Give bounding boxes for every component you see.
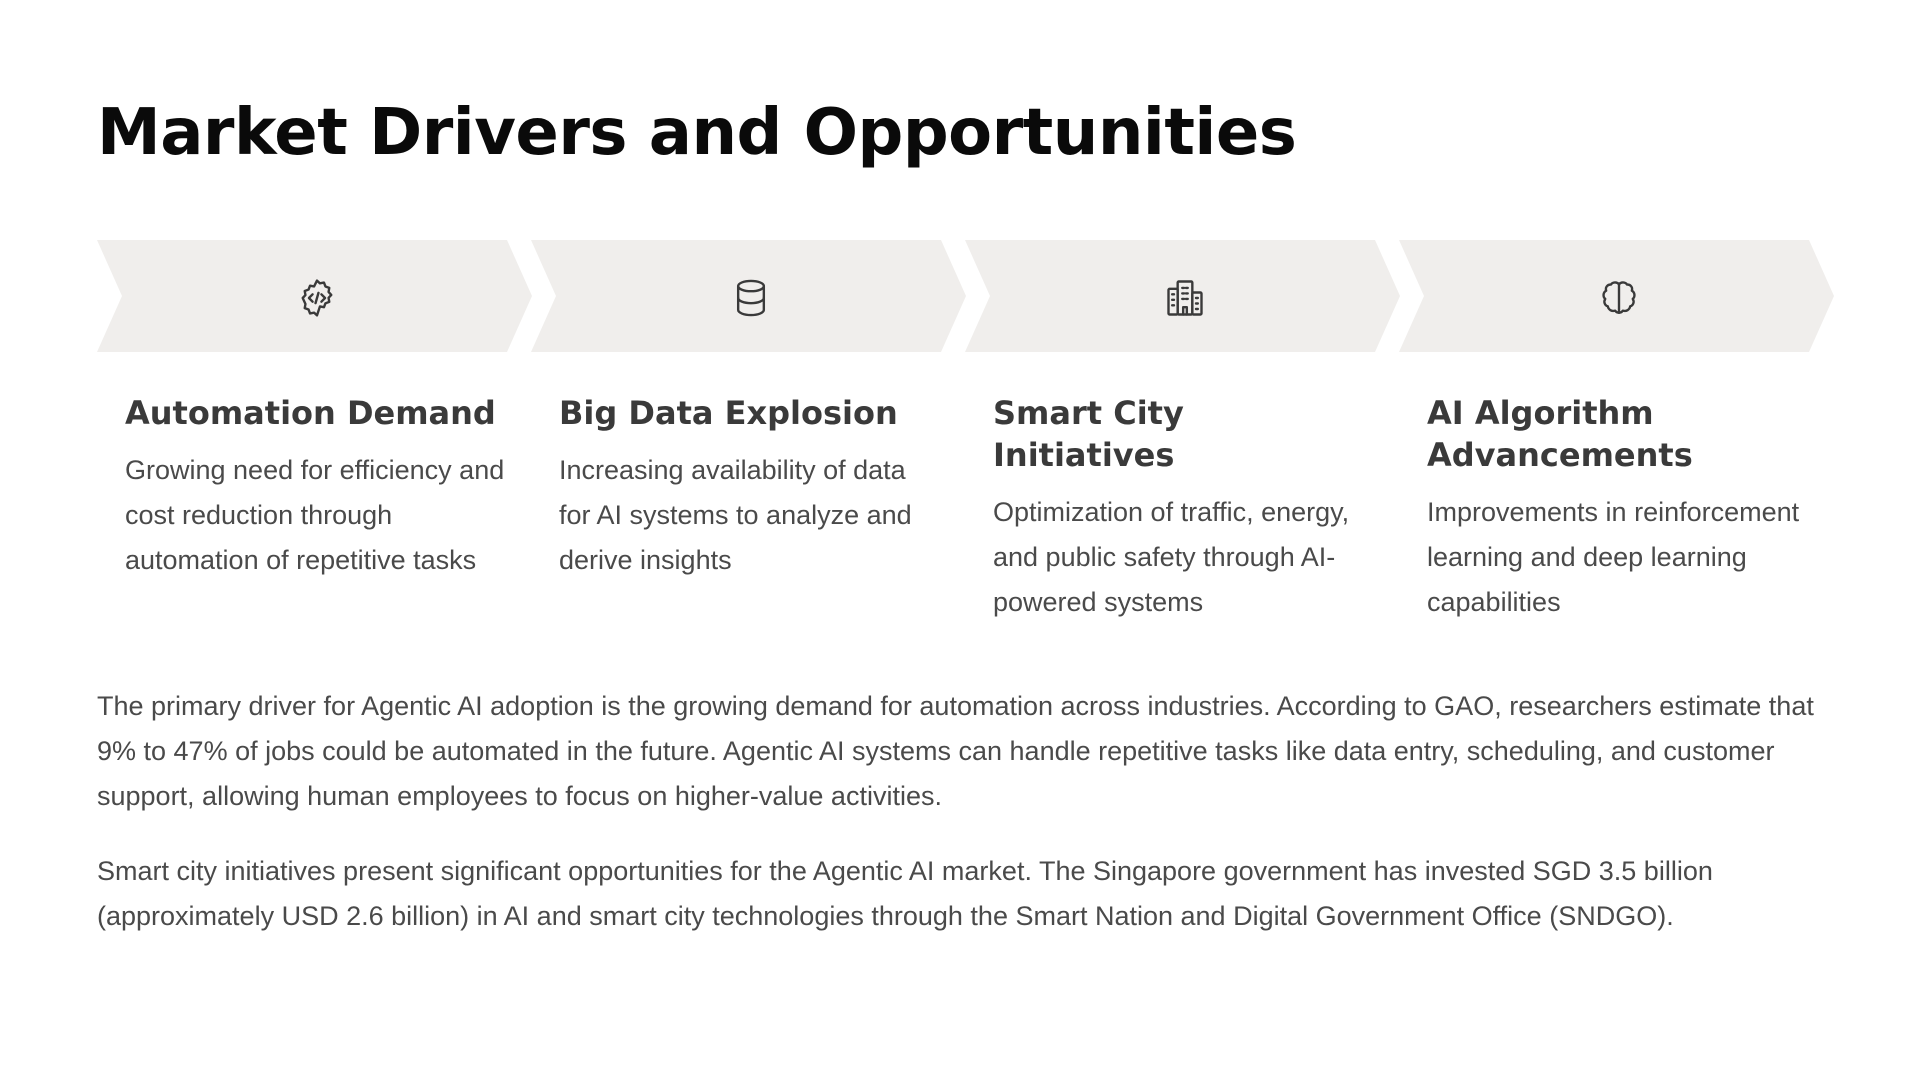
buildings-icon: [1163, 276, 1207, 320]
chevron-step-ai-algorithms: [1399, 240, 1834, 352]
driver-description: Increasing availability of data for AI systems to analyze and derive insights: [559, 455, 912, 575]
driver-description: Improvements in reinforcement learning and deep learning capabilities: [1427, 497, 1800, 617]
chevron-step-smart-city: [965, 240, 1400, 352]
chevron-step-big-data: [531, 240, 966, 352]
driver-description: Optimization of traffic, energy, and public safety through AI-powered systems: [993, 497, 1350, 617]
chevron-step-automation: [97, 240, 532, 352]
driver-chevron-row: [97, 240, 1835, 352]
body-paragraph-automation: The primary driver for Agentic AI adoption is the growing demand for automation across industries. According to GAO, researchers estimate that 9% to 47% of jobs could be automated in the future. Agentic AI systems can handle repetitive tasks like data entry, scheduling, and customer support, allowing human employees to focus on higher-value activities.: [97, 691, 1814, 811]
driver-description: Growing need for efficiency and cost reduction through automation of repetitive tasks: [125, 455, 505, 575]
code-gear-icon: [295, 276, 339, 320]
page-title: Market Drivers and Opportunities: [97, 96, 1297, 170]
driver-card-smart-city: [993, 392, 1373, 625]
database-icon: [729, 276, 773, 320]
body-paragraph-smart-city: Smart city initiatives present significant opportunities for the Agentic AI market. The Singapore government has invested SGD 3.5 billion (approximately USD 2.6 billion) in AI and smart city technologies through the Smart Nation and Digital Government Office (SNDGO).: [97, 856, 1713, 931]
brain-icon: [1597, 276, 1641, 320]
driver-heading: AI Algorithm Advancements: [1427, 394, 1693, 474]
driver-card-big-data: [559, 392, 939, 583]
driver-heading: Big Data Explosion: [559, 394, 898, 432]
driver-heading: Smart City Initiatives: [993, 394, 1184, 474]
driver-card-automation: [125, 392, 505, 583]
driver-card-ai-algorithms: [1427, 392, 1807, 625]
driver-heading: Automation Demand: [125, 394, 496, 432]
